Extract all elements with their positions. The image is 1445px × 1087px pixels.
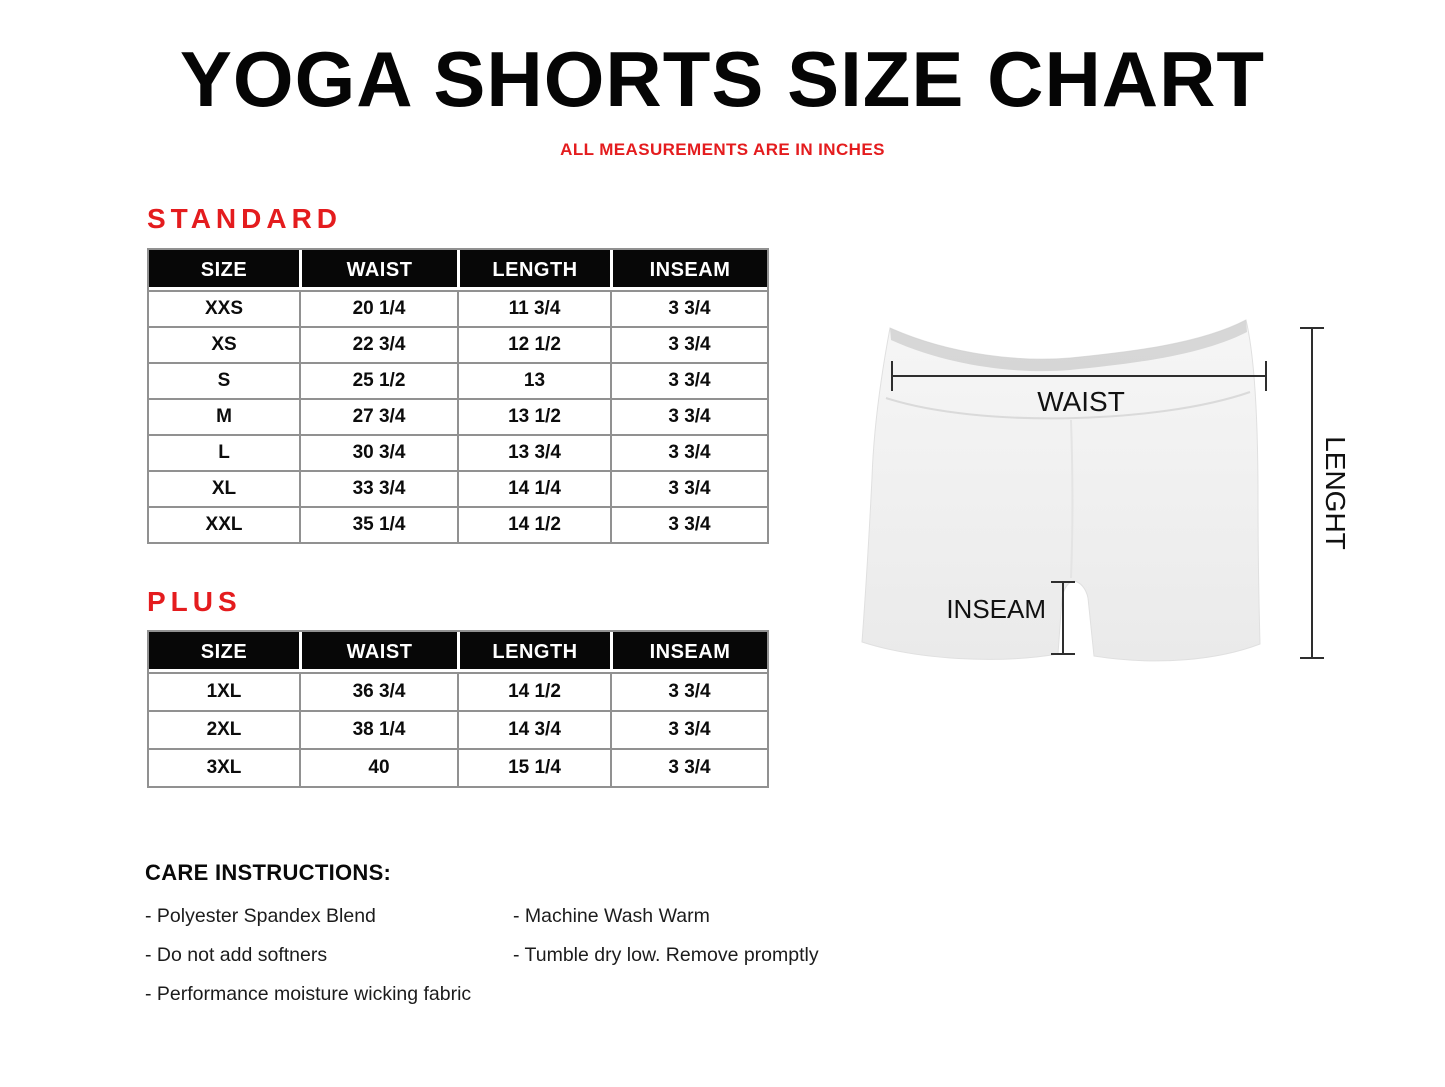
length-label: LENGHT bbox=[1320, 436, 1350, 550]
table-cell: 3 3/4 bbox=[610, 712, 767, 748]
table-cell: 13 3/4 bbox=[457, 436, 610, 470]
care-instruction-item: - Polyester Spandex Blend bbox=[145, 905, 376, 927]
table-cell: 22 3/4 bbox=[299, 328, 457, 362]
care-instruction-item: - Tumble dry low. Remove promptly bbox=[513, 944, 819, 966]
table-cell: M bbox=[216, 406, 232, 427]
column-header: LENGTH bbox=[457, 250, 610, 290]
table-row bbox=[149, 398, 767, 434]
table-cell: 12 1/2 bbox=[457, 328, 610, 362]
table-cell: XL bbox=[211, 478, 237, 499]
plus-section-heading: PLUS bbox=[147, 586, 242, 617]
table-cell: 3 3/4 bbox=[610, 750, 767, 786]
table-cell: 40 bbox=[299, 750, 457, 786]
column-header: LENGTH bbox=[457, 632, 610, 672]
table-cell: 3 3/4 bbox=[610, 472, 767, 506]
standard-size-table bbox=[147, 248, 769, 544]
table-cell: 20 1/4 bbox=[299, 292, 457, 326]
table-cell: 38 1/4 bbox=[299, 712, 457, 748]
table-cell: XXL bbox=[205, 514, 243, 535]
column-header: WAIST bbox=[299, 250, 457, 290]
inseam-label: INSEAM bbox=[946, 594, 1046, 624]
table-cell: 1XL bbox=[206, 681, 242, 702]
table-row bbox=[149, 470, 767, 506]
care-instruction-item: - Machine Wash Warm bbox=[513, 905, 710, 927]
table-row bbox=[149, 326, 767, 362]
care-instructions-right-column bbox=[513, 905, 819, 983]
plus-size-table bbox=[147, 630, 769, 788]
table-header-row bbox=[149, 632, 767, 672]
care-instruction-item: - Performance moisture wicking fabric bbox=[145, 983, 472, 1005]
table-cell: 3 3/4 bbox=[610, 364, 767, 398]
table-row bbox=[149, 672, 767, 710]
table-cell: 27 3/4 bbox=[299, 400, 457, 434]
column-header: INSEAM bbox=[610, 632, 767, 672]
table-row bbox=[149, 434, 767, 470]
table-cell: 13 bbox=[457, 364, 610, 398]
table-cell: 35 1/4 bbox=[299, 508, 457, 542]
page-title: YOGA SHORTS SIZE CHART bbox=[179, 35, 1266, 123]
table-row bbox=[149, 748, 767, 786]
table-row bbox=[149, 362, 767, 398]
shorts-diagram-svg bbox=[858, 298, 1350, 683]
shorts-image bbox=[862, 320, 1260, 661]
column-header: SIZE bbox=[149, 632, 299, 672]
table-cell: 30 3/4 bbox=[299, 436, 457, 470]
table-cell: XXS bbox=[204, 298, 244, 319]
table-row bbox=[149, 506, 767, 542]
table-cell: L bbox=[218, 442, 230, 463]
table-cell: 3 3/4 bbox=[610, 674, 767, 710]
care-instructions-left-column bbox=[145, 905, 471, 1022]
table-cell: 3 3/4 bbox=[610, 508, 767, 542]
table-row bbox=[149, 290, 767, 326]
table-cell: 11 3/4 bbox=[457, 292, 610, 326]
table-cell: S bbox=[217, 370, 231, 391]
table-cell: 14 1/2 bbox=[457, 508, 610, 542]
waist-label: WAIST bbox=[1037, 386, 1125, 417]
table-cell: 2XL bbox=[206, 719, 242, 740]
table-cell: 3 3/4 bbox=[610, 400, 767, 434]
table-cell: 3 3/4 bbox=[610, 328, 767, 362]
care-instructions-heading: CARE INSTRUCTIONS: bbox=[145, 860, 392, 885]
table-body bbox=[149, 290, 767, 542]
column-header: INSEAM bbox=[610, 250, 767, 290]
column-header: WAIST bbox=[299, 632, 457, 672]
page-subtitle: ALL MEASUREMENTS ARE IN INCHES bbox=[560, 140, 885, 159]
table-cell: 14 1/4 bbox=[457, 472, 610, 506]
standard-section-heading: STANDARD bbox=[147, 203, 343, 234]
table-body bbox=[149, 672, 767, 786]
table-cell: XS bbox=[211, 334, 237, 355]
table-cell: 3 3/4 bbox=[610, 292, 767, 326]
table-cell: 14 3/4 bbox=[457, 712, 610, 748]
table-cell: 3XL bbox=[206, 757, 242, 778]
table-header-row bbox=[149, 250, 767, 290]
column-header: SIZE bbox=[149, 250, 299, 290]
table-cell: 14 1/2 bbox=[457, 674, 610, 710]
table-cell: 15 1/4 bbox=[457, 750, 610, 786]
care-instruction-item: - Do not add softners bbox=[145, 944, 328, 966]
table-row bbox=[149, 710, 767, 748]
table-cell: 36 3/4 bbox=[299, 674, 457, 710]
shorts-measurement-diagram bbox=[858, 298, 1350, 683]
table-cell: 25 1/2 bbox=[299, 364, 457, 398]
table-cell: 3 3/4 bbox=[610, 436, 767, 470]
table-cell: 13 1/2 bbox=[457, 400, 610, 434]
table-cell: 33 3/4 bbox=[299, 472, 457, 506]
